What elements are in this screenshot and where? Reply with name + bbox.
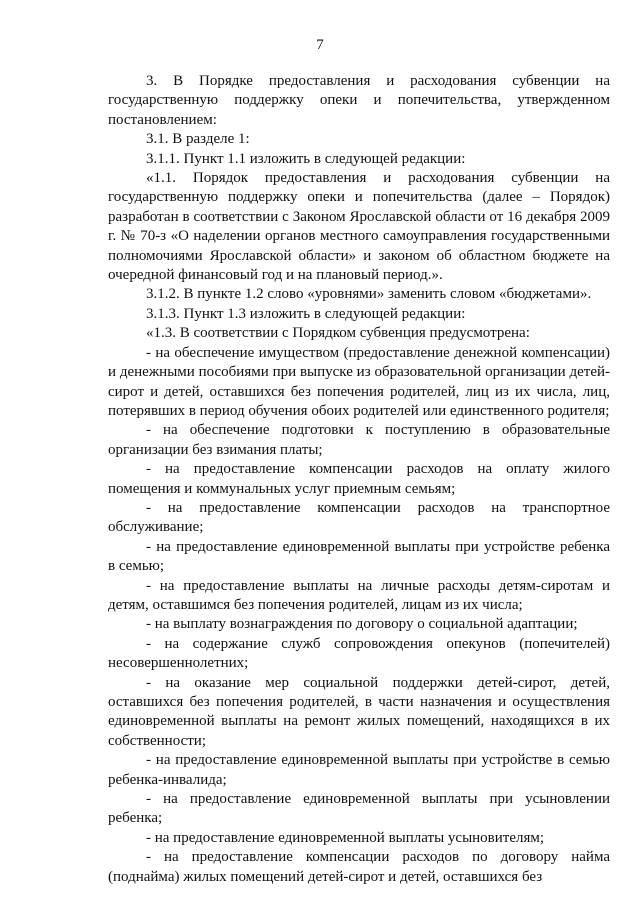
list-item: - на обеспечение имуществом (предоставление денежной компенсации) и денежными пособиями при выпуске из образовательной организации детей-сирот и детей, оставшихся без попечения родителей, лиц из их числа, лиц, потерявших в период обучения обоих родителей или единственного родителя; — [108, 344, 610, 419]
list-item: - на предоставление единовременной выплаты при усыновлении ребенка; — [108, 791, 610, 827]
paragraph: «1.3. В соответствии с Порядком субвенция предусмотрена: — [146, 325, 530, 342]
paragraph: 3.1.1. Пункт 1.1 изложить в следующей редакции: — [146, 150, 466, 167]
list-item: - на обеспечение подготовки к поступлению в образовательные организации без взимания платы; — [108, 422, 610, 458]
list-item: - на предоставление единовременной выплаты усыновителям; — [146, 829, 545, 846]
list-item: - на предоставление единовременной выплаты при устройстве ребенка в семью; — [108, 538, 610, 575]
list-item: - на предоставление компенсации расходов по договору найма (поднайма) жилых помещений детей-сирот и детей, оставшихся без — [108, 849, 610, 885]
list-item: - на выплату вознаграждения по договору о социальной адаптации; — [146, 616, 578, 633]
paragraph: 3.1.3. Пункт 1.3 изложить в следующей редакции: — [146, 305, 466, 322]
list-item: - на содержание служб сопровождения опекунов (попечителей) несовершеннолетних; — [108, 635, 610, 672]
list-item: - на предоставление единовременной выплаты при устройстве в семью ребенка-инвалида; — [108, 752, 610, 788]
document-body — [108, 72, 610, 887]
page-number: 7 — [316, 37, 324, 53]
list-item: - на предоставление компенсации расходов на оплату жилого помещения и коммунальных услуг приемным семьям; — [108, 461, 610, 497]
list-item: - на предоставление выплаты на личные расходы детям-сиротам и детям, оставшимся без попечения родителей, лицам из их числа; — [108, 577, 610, 613]
paragraph: 3.1.2. В пункте 1.2 слово «уровнями» заменить словом «бюджетами». — [146, 286, 592, 303]
list-item: - на предоставление компенсации расходов на транспортное обслуживание; — [108, 499, 610, 536]
paragraph: 3.1. В разделе 1: — [146, 131, 250, 148]
paragraph: 3. В Порядке предоставления и расходования субвенции на государственную поддержку опеки и попечительства, утвержденном постановлением: — [108, 73, 610, 128]
paragraph: «1.1. Порядок предоставления и расходования субвенции на государственную поддержку опеки и попечительства (далее – Порядок) разработан в соответствии с Законом Ярославской области от 16 декабря 2009 г. № 70-з «О наделении органов местного самоуправления государственными полномочиями Ярославской области» и законом об областном бюджете на очередной финансовый год и на плановый период.». — [108, 170, 610, 284]
list-item: - на оказание мер социальной поддержки детей-сирот, детей, оставшихся без попечения родителей, в части назначения и осуществления единовременной выплаты на ремонт жилых помещений, находящихся в их собственности; — [108, 674, 610, 749]
